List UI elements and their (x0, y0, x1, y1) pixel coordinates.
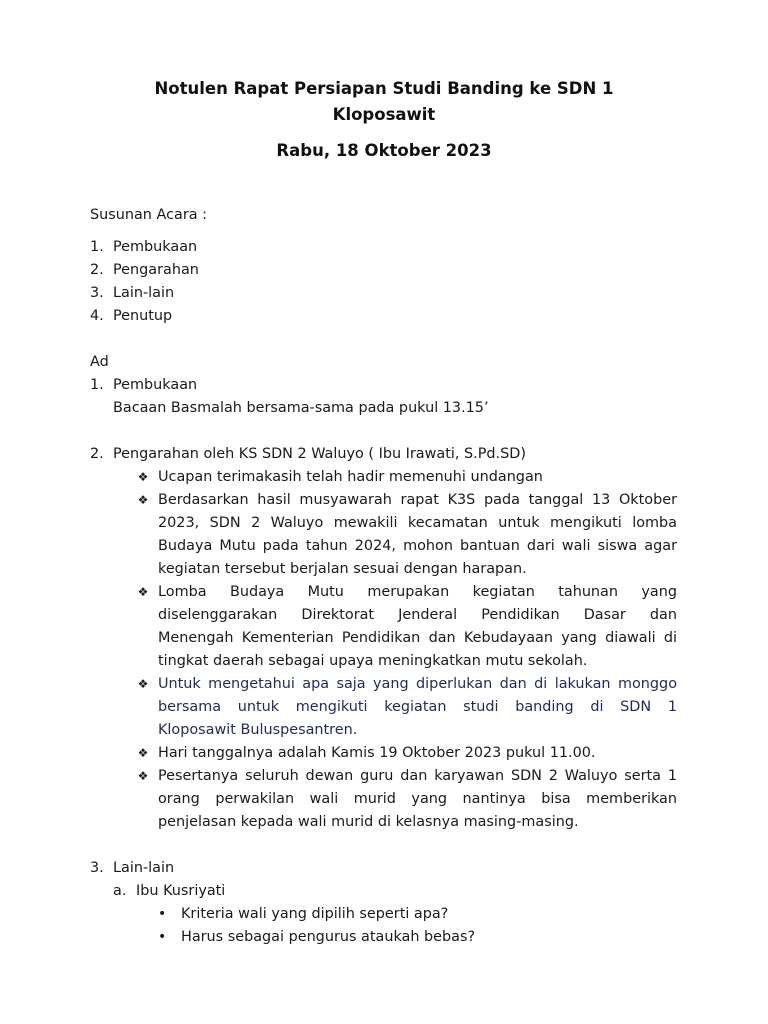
agenda-num-3: 3. (90, 285, 104, 301)
section-1-title: Pembukaan (113, 377, 198, 393)
point-4-line-2: bersama untuk mengikuti kegiatan studi banding di SDN 1 (158, 699, 677, 715)
point-2-line-2: 2023, SDN 2 Waluyo mewakili kecamatan untuk mengikuti lomba (158, 515, 677, 531)
section-2-title: Pengarahan oleh KS SDN 2 Waluyo ( Ibu Irawati, S.Pd.SD) (113, 446, 526, 462)
section-1-body: Bacaan Basmalah bersama-sama pada pukul 13.15’ (113, 400, 489, 416)
diamond-bullet-icon: ❖ (137, 769, 149, 783)
agenda-label: Susunan Acara : (90, 207, 207, 223)
point-3-line-3: Menengah Kementerian Pendidikan dan Kebudayaan yang diawali di (158, 630, 677, 646)
point-3-line-2: diselenggarakan Direktorat Jenderal Pendidikan Dasar dan (158, 607, 677, 623)
question-1: Kriteria wali yang dipilih seperti apa? (181, 906, 449, 922)
section-3-num: 3. (90, 860, 104, 876)
sub-letter-a: a. (113, 883, 127, 899)
meeting-date: Rabu, 18 Oktober 2023 (276, 141, 492, 160)
diamond-bullet-icon: ❖ (137, 493, 149, 507)
point-4-line-3: Kloposawit Buluspesantren. (158, 722, 358, 738)
ad-label: Ad (90, 354, 109, 370)
sub-name: Ibu Kusriyati (136, 883, 226, 899)
point-6-line-2: orang perwakilan wali murid yang nantinya bisa memberikan (158, 791, 677, 807)
agenda-num-2: 2. (90, 262, 104, 278)
diamond-bullet-icon: ❖ (137, 746, 149, 760)
point-2-line-1: Berdasarkan hasil musyawarah rapat K3S pada tanggal 13 Oktober (158, 492, 677, 508)
point-2-line-3: Budaya Mutu pada tahun 2024, mohon bantuan dari wali siswa agar (158, 538, 677, 554)
point-6-line-3: penjelasan kepada wali murid di kelasnya masing-masing. (158, 814, 579, 830)
diamond-bullet-icon: ❖ (137, 585, 149, 599)
point-3-line-4: tingkat daerah sebagai upaya meningkatkan mutu sekolah. (158, 653, 588, 669)
title-line-1: Notulen Rapat Persiapan Studi Banding ke SDN 1 (154, 79, 614, 98)
agenda-item-1: Pembukaan (113, 239, 198, 255)
bullet-dot-icon: • (158, 929, 167, 945)
agenda-item-4: Penutup (113, 308, 173, 324)
diamond-bullet-icon: ❖ (137, 677, 149, 691)
point-2-line-4: kegiatan tersebut berjalan sesuai dengan harapan. (158, 561, 527, 577)
agenda-item-3: Lain-lain (113, 285, 175, 301)
agenda-item-2: Pengarahan (113, 262, 199, 278)
title-line-2: Kloposawit (332, 105, 436, 124)
agenda-num-1: 1. (90, 239, 104, 255)
point-3-line-1: Lomba Budaya Mutu merupakan kegiatan tahunan yang (158, 584, 677, 600)
bullet-dot-icon: • (158, 906, 167, 922)
point-5-line-1: Hari tanggalnya adalah Kamis 19 Oktober 2023 pukul 11.00. (158, 745, 596, 761)
section-3-title: Lain-lain (113, 860, 175, 876)
point-6-line-1: Pesertanya seluruh dewan guru dan karyawan SDN 2 Waluyo serta 1 (158, 768, 677, 784)
agenda-num-4: 4. (90, 308, 104, 324)
diamond-bullet-icon: ❖ (137, 470, 149, 484)
point-1-line-1: Ucapan terimakasih telah hadir memenuhi undangan (158, 469, 543, 485)
point-4-line-1: Untuk mengetahui apa saja yang diperlukan dan di lakukan monggo (158, 676, 677, 692)
section-1-num: 1. (90, 377, 104, 393)
question-2: Harus sebagai pengurus ataukah bebas? (181, 929, 476, 945)
section-2-num: 2. (90, 446, 104, 462)
